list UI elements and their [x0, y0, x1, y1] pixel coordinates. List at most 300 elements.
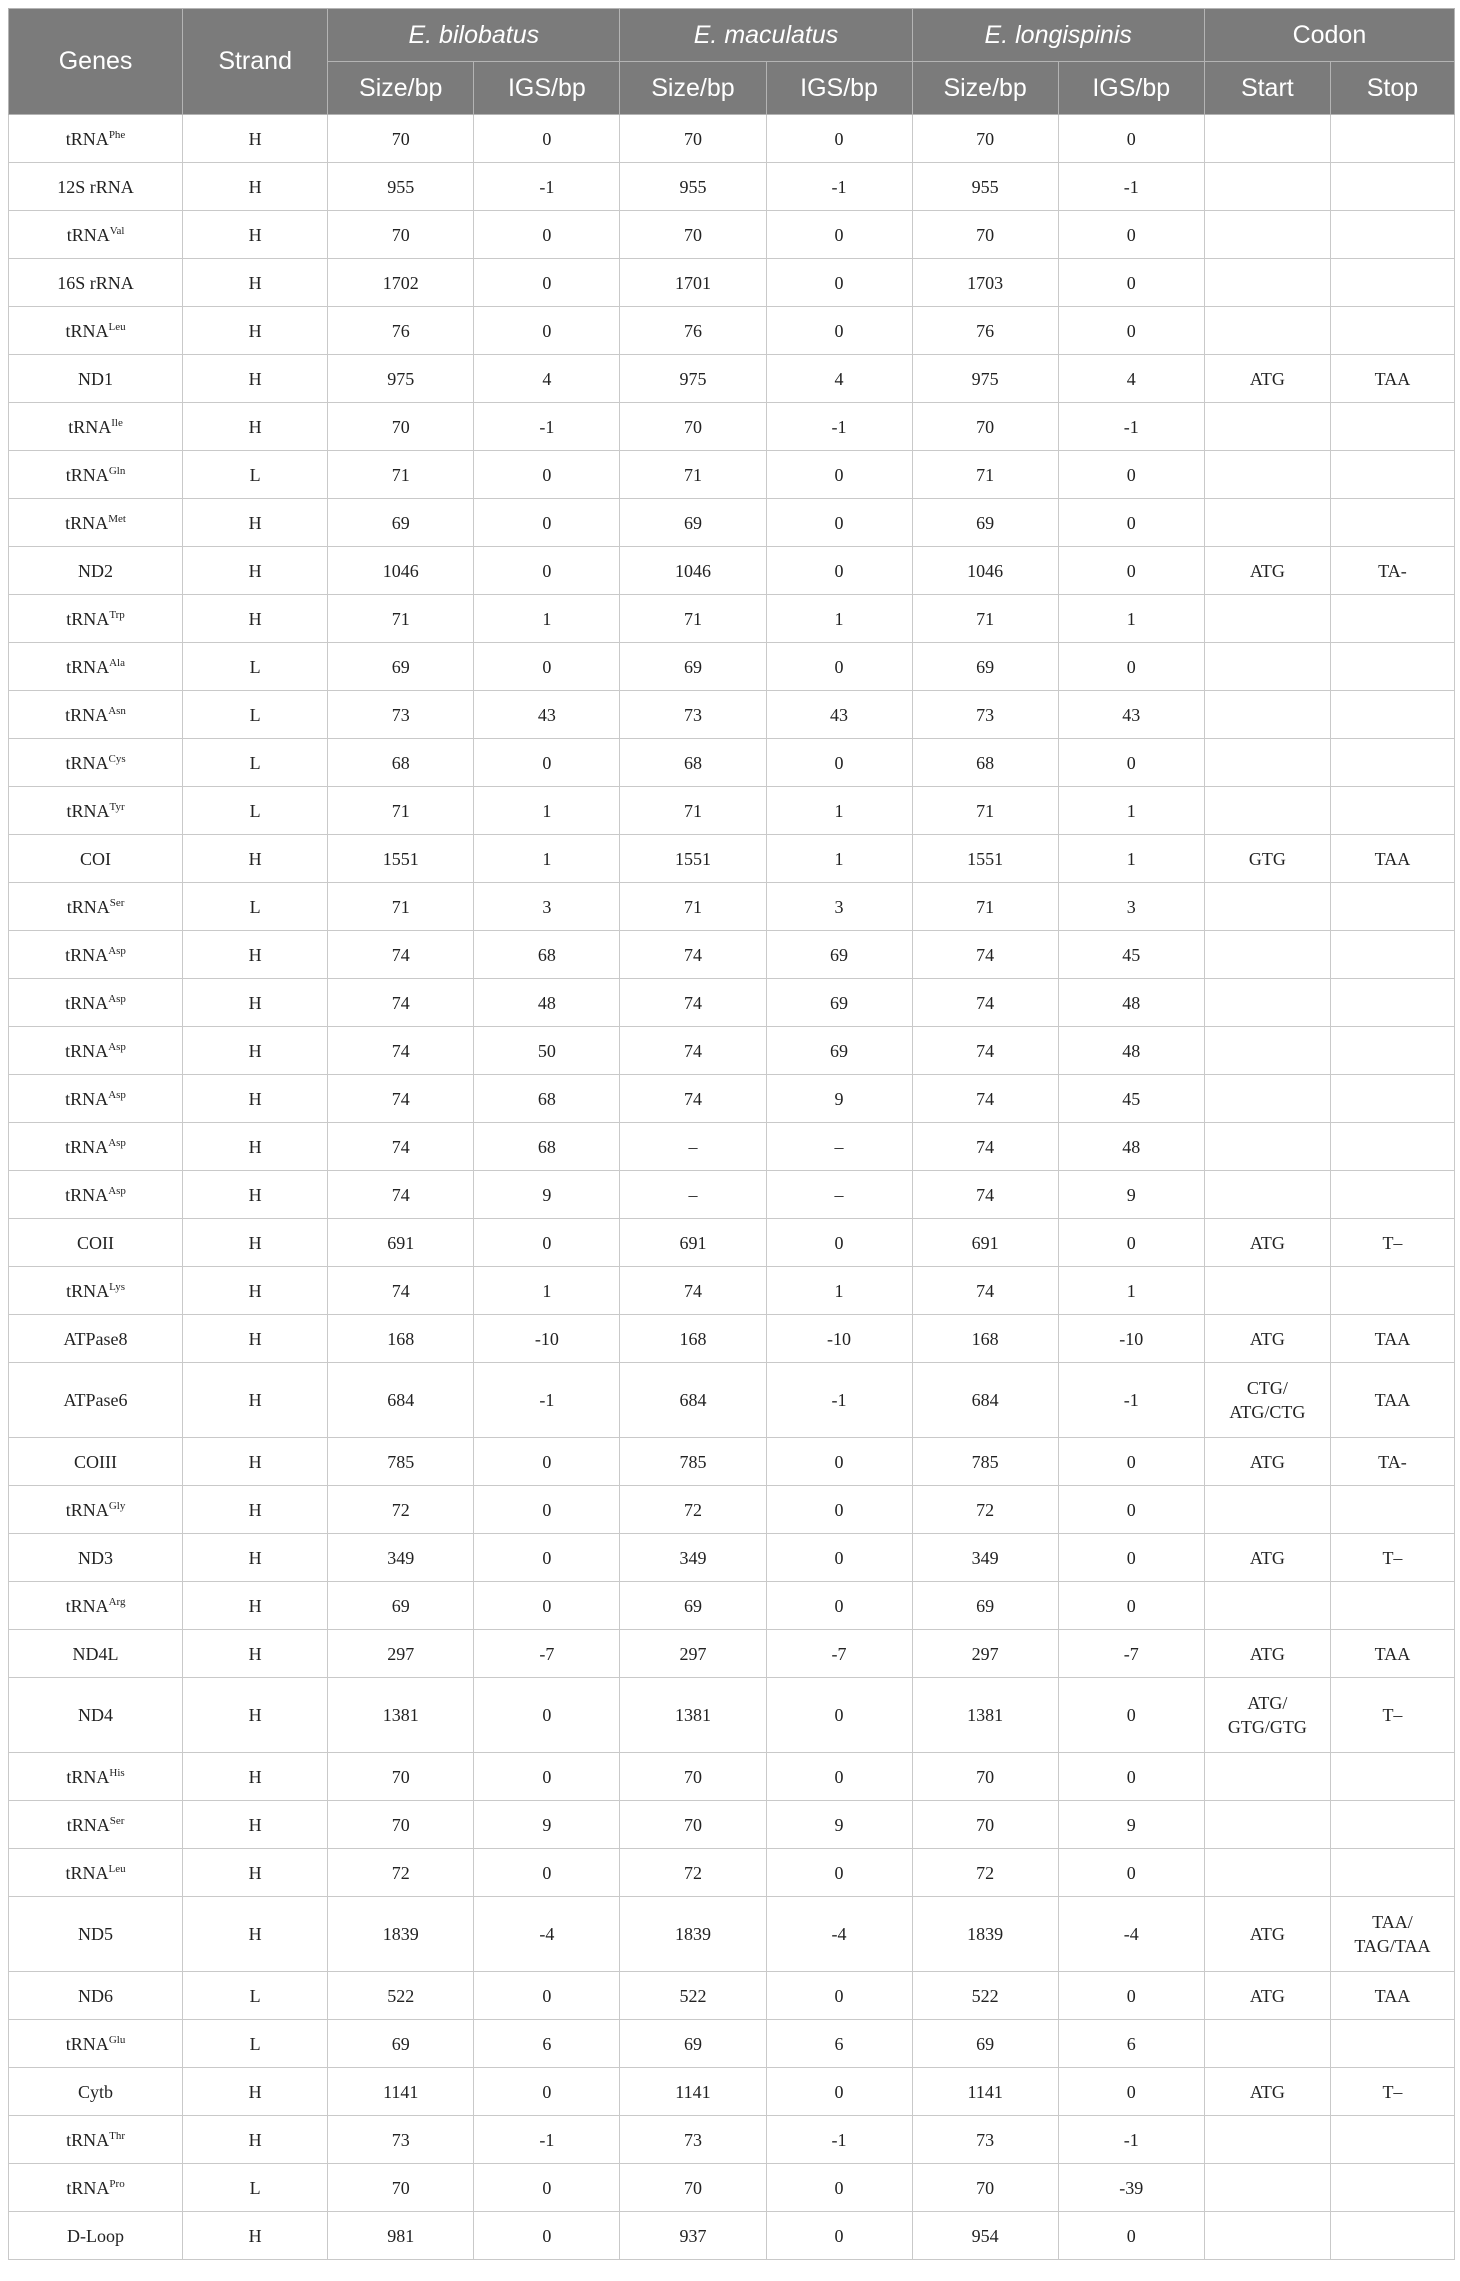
size-maculatus-cell: 70	[620, 115, 766, 163]
gene-name: tRNA	[66, 656, 110, 677]
igs-bilobatus-cell: 0	[474, 259, 620, 307]
size-bilobatus-cell: 71	[328, 451, 474, 499]
amino-acid-superscript: Val	[109, 224, 125, 237]
size-maculatus-cell: 74	[620, 1027, 766, 1075]
gene-name: ND1	[78, 368, 114, 389]
size-longispinis-cell: 785	[912, 1438, 1058, 1486]
amino-acid-superscript: Ser	[109, 1814, 125, 1827]
igs-longispinis-cell: 0	[1058, 1972, 1204, 2020]
size-longispinis-cell: 1551	[912, 835, 1058, 883]
size-bilobatus-cell: 297	[328, 1630, 474, 1678]
igs-bilobatus-cell: 50	[474, 1027, 620, 1075]
strand-cell: H	[183, 547, 328, 595]
size-longispinis-cell: 70	[912, 211, 1058, 259]
stop-codon-cell	[1330, 691, 1454, 739]
size-longispinis-cell: 76	[912, 307, 1058, 355]
size-bilobatus-cell: 981	[328, 2212, 474, 2260]
size-maculatus-cell: 73	[620, 2116, 766, 2164]
igs-bilobatus-cell: 0	[474, 739, 620, 787]
size-longispinis-cell: 74	[912, 979, 1058, 1027]
size-bilobatus-cell: 1141	[328, 2068, 474, 2116]
size-bilobatus-cell: 1381	[328, 1678, 474, 1753]
igs-bilobatus-cell: 0	[474, 1972, 620, 2020]
table-row	[9, 2116, 1455, 2164]
start-codon-cell	[1204, 1801, 1330, 1849]
start-codon-cell	[1204, 163, 1330, 211]
header-size: Size/bp	[328, 62, 474, 115]
igs-longispinis-cell: 0	[1058, 1486, 1204, 1534]
size-maculatus-cell: 785	[620, 1438, 766, 1486]
gene-name: COII	[77, 1232, 115, 1253]
igs-longispinis-cell: 0	[1058, 1753, 1204, 1801]
gene-cell	[9, 2212, 183, 2260]
size-longispinis-cell: 71	[912, 595, 1058, 643]
stop-codon-cell	[1330, 451, 1454, 499]
size-longispinis-cell: 70	[912, 1801, 1058, 1849]
strand-cell: L	[183, 883, 328, 931]
strand-cell: H	[183, 1363, 328, 1438]
start-codon-cell	[1204, 1027, 1330, 1075]
gene-cell	[9, 499, 183, 547]
gene-cell	[9, 1027, 183, 1075]
igs-bilobatus-cell: 68	[474, 1075, 620, 1123]
start-codon-cell	[1204, 499, 1330, 547]
start-codon-cell	[1204, 1753, 1330, 1801]
size-longispinis-cell: 72	[912, 1486, 1058, 1534]
size-longispinis-cell: 74	[912, 1123, 1058, 1171]
table-row	[9, 1123, 1455, 1171]
table-row	[9, 451, 1455, 499]
start-codon-cell: ATG	[1204, 1972, 1330, 2020]
igs-longispinis-cell: 0	[1058, 2212, 1204, 2260]
size-longispinis-cell: 71	[912, 451, 1058, 499]
table-row	[9, 1897, 1455, 1972]
amino-acid-superscript: Ala	[109, 656, 125, 669]
strand-cell: H	[183, 1849, 328, 1897]
stop-codon-cell	[1330, 2020, 1454, 2068]
start-codon-cell	[1204, 259, 1330, 307]
gene-cell	[9, 1630, 183, 1678]
igs-maculatus-cell: 1	[766, 787, 912, 835]
size-maculatus-cell: 71	[620, 883, 766, 931]
start-codon-cell: ATG	[1204, 1315, 1330, 1363]
igs-maculatus-cell: -7	[766, 1630, 912, 1678]
igs-longispinis-cell: -7	[1058, 1630, 1204, 1678]
gene-cell	[9, 1678, 183, 1753]
gene-cell	[9, 307, 183, 355]
igs-maculatus-cell: 69	[766, 931, 912, 979]
gene-name: ND5	[78, 1924, 114, 1944]
igs-maculatus-cell: -1	[766, 1363, 912, 1438]
size-bilobatus-cell: 1702	[328, 259, 474, 307]
strand-cell: H	[183, 1582, 328, 1630]
start-codon-cell: ATG/ GTG/GTG	[1204, 1678, 1330, 1753]
igs-bilobatus-cell: 0	[474, 1438, 620, 1486]
size-maculatus-cell: 70	[620, 2164, 766, 2212]
table-row	[9, 979, 1455, 1027]
igs-bilobatus-cell: 0	[474, 499, 620, 547]
size-longispinis-cell: 975	[912, 355, 1058, 403]
start-codon-cell	[1204, 595, 1330, 643]
size-bilobatus-cell: 74	[328, 931, 474, 979]
size-maculatus-cell: 74	[620, 1267, 766, 1315]
gene-cell	[9, 451, 183, 499]
size-longispinis-cell: 1381	[912, 1678, 1058, 1753]
amino-acid-superscript: Gly	[108, 1499, 126, 1512]
start-codon-cell: ATG	[1204, 1219, 1330, 1267]
strand-cell: L	[183, 787, 328, 835]
igs-maculatus-cell: 0	[766, 1849, 912, 1897]
igs-bilobatus-cell: 0	[474, 2068, 620, 2116]
gene-name: ATPase8	[63, 1328, 128, 1349]
size-maculatus-cell: 69	[620, 499, 766, 547]
igs-bilobatus-cell: 0	[474, 451, 620, 499]
gene-name: tRNA	[65, 704, 109, 725]
igs-longispinis-cell: -1	[1058, 163, 1204, 211]
table-row	[9, 1801, 1455, 1849]
igs-maculatus-cell: 0	[766, 1219, 912, 1267]
gene-cell	[9, 547, 183, 595]
size-bilobatus-cell: 74	[328, 1267, 474, 1315]
gene-cell	[9, 1753, 183, 1801]
gene-name: tRNA	[65, 992, 109, 1013]
amino-acid-superscript: Phe	[108, 128, 126, 141]
size-bilobatus-cell: 72	[328, 1849, 474, 1897]
gene-name: ATPase6	[63, 1390, 128, 1410]
igs-maculatus-cell: 0	[766, 1438, 912, 1486]
igs-maculatus-cell: 4	[766, 355, 912, 403]
stop-codon-cell	[1330, 979, 1454, 1027]
stop-codon-cell	[1330, 163, 1454, 211]
table-row	[9, 2212, 1455, 2260]
igs-longispinis-cell: -1	[1058, 2116, 1204, 2164]
size-bilobatus-cell: 71	[328, 883, 474, 931]
size-bilobatus-cell: 955	[328, 163, 474, 211]
strand-cell: H	[183, 2212, 328, 2260]
strand-cell: H	[183, 931, 328, 979]
gene-name: Cytb	[78, 2081, 114, 2102]
gene-cell	[9, 259, 183, 307]
igs-bilobatus-cell: 0	[474, 307, 620, 355]
size-maculatus-cell: 69	[620, 643, 766, 691]
size-bilobatus-cell: 74	[328, 979, 474, 1027]
gene-name: tRNA	[65, 1136, 109, 1157]
strand-cell: H	[183, 1534, 328, 1582]
gene-cell	[9, 1972, 183, 2020]
igs-longispinis-cell: 0	[1058, 1582, 1204, 1630]
stop-codon-cell: TAA	[1330, 835, 1454, 883]
size-longispinis-cell: 349	[912, 1534, 1058, 1582]
igs-longispinis-cell: 0	[1058, 2068, 1204, 2116]
size-longispinis-cell: 1703	[912, 259, 1058, 307]
size-longispinis-cell: 70	[912, 1753, 1058, 1801]
stop-codon-cell: TAA	[1330, 1630, 1454, 1678]
strand-cell: H	[183, 595, 328, 643]
size-longispinis-cell: 684	[912, 1363, 1058, 1438]
size-bilobatus-cell: 69	[328, 499, 474, 547]
gene-cell	[9, 1582, 183, 1630]
igs-longispinis-cell: 0	[1058, 451, 1204, 499]
size-bilobatus-cell: 1551	[328, 835, 474, 883]
size-maculatus-cell: 70	[620, 1753, 766, 1801]
size-maculatus-cell: 684	[620, 1363, 766, 1438]
strand-cell: H	[183, 1438, 328, 1486]
igs-bilobatus-cell: 6	[474, 2020, 620, 2068]
size-bilobatus-cell: 70	[328, 2164, 474, 2212]
start-codon-cell: ATG	[1204, 1897, 1330, 1972]
amino-acid-superscript: Gln	[108, 464, 126, 477]
igs-bilobatus-cell: 0	[474, 211, 620, 259]
table-row	[9, 1438, 1455, 1486]
gene-name: tRNA	[66, 800, 110, 821]
igs-maculatus-cell: 0	[766, 259, 912, 307]
gene-name: tRNA	[65, 512, 109, 533]
amino-acid-superscript: Asp	[108, 944, 126, 957]
size-longispinis-cell: 73	[912, 691, 1058, 739]
size-bilobatus-cell: 74	[328, 1123, 474, 1171]
size-maculatus-cell: 297	[620, 1630, 766, 1678]
amino-acid-superscript: Leu	[108, 1862, 126, 1875]
size-maculatus-cell: 76	[620, 307, 766, 355]
start-codon-cell: ATG	[1204, 1534, 1330, 1582]
igs-maculatus-cell: -10	[766, 1315, 912, 1363]
igs-longispinis-cell: 0	[1058, 1438, 1204, 1486]
stop-codon-cell	[1330, 1753, 1454, 1801]
igs-bilobatus-cell: 48	[474, 979, 620, 1027]
gene-name: tRNA	[66, 1766, 110, 1787]
amino-acid-superscript: Cys	[108, 752, 126, 765]
igs-bilobatus-cell: 1	[474, 595, 620, 643]
gene-cell	[9, 2116, 183, 2164]
size-bilobatus-cell: 70	[328, 403, 474, 451]
size-maculatus-cell: 1046	[620, 547, 766, 595]
igs-maculatus-cell: 9	[766, 1075, 912, 1123]
igs-maculatus-cell: 0	[766, 1486, 912, 1534]
stop-codon-cell: T–	[1330, 1678, 1454, 1753]
size-bilobatus-cell: 522	[328, 1972, 474, 2020]
igs-longispinis-cell: -1	[1058, 403, 1204, 451]
size-longispinis-cell: 69	[912, 1582, 1058, 1630]
size-bilobatus-cell: 71	[328, 787, 474, 835]
gene-name: tRNA	[65, 752, 109, 773]
igs-longispinis-cell: 43	[1058, 691, 1204, 739]
gene-cell	[9, 1534, 183, 1582]
size-longispinis-cell: 954	[912, 2212, 1058, 2260]
igs-maculatus-cell: -1	[766, 403, 912, 451]
gene-cell	[9, 1849, 183, 1897]
igs-bilobatus-cell: 68	[474, 931, 620, 979]
size-longispinis-cell: 1839	[912, 1897, 1058, 1972]
size-maculatus-cell: 937	[620, 2212, 766, 2260]
size-maculatus-cell: 70	[620, 1801, 766, 1849]
stop-codon-cell	[1330, 931, 1454, 979]
igs-maculatus-cell: 0	[766, 115, 912, 163]
size-bilobatus-cell: 73	[328, 691, 474, 739]
igs-maculatus-cell: 0	[766, 211, 912, 259]
start-codon-cell	[1204, 115, 1330, 163]
amino-acid-superscript: Asp	[108, 1136, 126, 1149]
stop-codon-cell: TAA/ TAG/TAA	[1330, 1897, 1454, 1972]
size-longispinis-cell: 73	[912, 2116, 1058, 2164]
gene-name: COI	[80, 848, 112, 869]
gene-name: ND6	[78, 1985, 114, 2006]
start-codon-cell	[1204, 739, 1330, 787]
stop-codon-cell: TA-	[1330, 1438, 1454, 1486]
size-longispinis-cell: 522	[912, 1972, 1058, 2020]
igs-bilobatus-cell: 0	[474, 1219, 620, 1267]
gene-name: ND4L	[72, 1643, 119, 1664]
size-maculatus-cell: 1701	[620, 259, 766, 307]
strand-cell: H	[183, 355, 328, 403]
size-longispinis-cell: 68	[912, 739, 1058, 787]
start-codon-cell	[1204, 2020, 1330, 2068]
size-bilobatus-cell: 70	[328, 1801, 474, 1849]
start-codon-cell	[1204, 1075, 1330, 1123]
size-longispinis-cell: 71	[912, 883, 1058, 931]
strand-cell: L	[183, 643, 328, 691]
strand-cell: H	[183, 1267, 328, 1315]
table-row	[9, 1171, 1455, 1219]
start-codon-cell	[1204, 1171, 1330, 1219]
stop-codon-cell	[1330, 1075, 1454, 1123]
start-codon-cell	[1204, 1582, 1330, 1630]
size-bilobatus-cell: 69	[328, 643, 474, 691]
amino-acid-superscript: Tyr	[109, 800, 125, 813]
table-row	[9, 1582, 1455, 1630]
igs-bilobatus-cell: -1	[474, 403, 620, 451]
gene-name: tRNA	[68, 416, 112, 437]
strand-cell: H	[183, 1753, 328, 1801]
igs-bilobatus-cell: 4	[474, 355, 620, 403]
igs-bilobatus-cell: 1	[474, 835, 620, 883]
size-maculatus-cell: 955	[620, 163, 766, 211]
igs-bilobatus-cell: 0	[474, 1582, 620, 1630]
gene-cell	[9, 2020, 183, 2068]
gene-name: ND4	[78, 1705, 114, 1725]
igs-maculatus-cell: 0	[766, 499, 912, 547]
table-row	[9, 2164, 1455, 2212]
strand-cell: H	[183, 1123, 328, 1171]
igs-longispinis-cell: -1	[1058, 1363, 1204, 1438]
start-codon-cell	[1204, 2212, 1330, 2260]
size-maculatus-cell: 1381	[620, 1678, 766, 1753]
amino-acid-superscript: Leu	[108, 320, 126, 333]
strand-cell: H	[183, 1630, 328, 1678]
igs-maculatus-cell: 1	[766, 835, 912, 883]
gene-cell	[9, 211, 183, 259]
stop-codon-cell	[1330, 1486, 1454, 1534]
size-bilobatus-cell: 1839	[328, 1897, 474, 1972]
igs-maculatus-cell: 1	[766, 1267, 912, 1315]
stop-codon-cell	[1330, 403, 1454, 451]
stop-codon-cell: T–	[1330, 1534, 1454, 1582]
strand-cell: H	[183, 1486, 328, 1534]
amino-acid-superscript: His	[109, 1766, 125, 1779]
start-codon-cell	[1204, 451, 1330, 499]
igs-longispinis-cell: -4	[1058, 1897, 1204, 1972]
igs-bilobatus-cell: 0	[474, 1486, 620, 1534]
gene-cell	[9, 1897, 183, 1972]
igs-longispinis-cell: 48	[1058, 979, 1204, 1027]
strand-cell: H	[183, 1315, 328, 1363]
size-longispinis-cell: 70	[912, 403, 1058, 451]
stop-codon-cell: TAA	[1330, 1363, 1454, 1438]
strand-cell: L	[183, 739, 328, 787]
table-row	[9, 1753, 1455, 1801]
igs-maculatus-cell: 9	[766, 1801, 912, 1849]
igs-maculatus-cell: 43	[766, 691, 912, 739]
igs-maculatus-cell: -1	[766, 2116, 912, 2164]
gene-name: tRNA	[66, 224, 110, 245]
igs-longispinis-cell: 0	[1058, 211, 1204, 259]
amino-acid-superscript: Trp	[109, 608, 125, 621]
table-row	[9, 499, 1455, 547]
igs-longispinis-cell: 0	[1058, 499, 1204, 547]
start-codon-cell	[1204, 403, 1330, 451]
start-codon-cell	[1204, 979, 1330, 1027]
amino-acid-superscript: Lys	[109, 1280, 126, 1293]
size-bilobatus-cell: 684	[328, 1363, 474, 1438]
table-row	[9, 355, 1455, 403]
size-bilobatus-cell: 69	[328, 1582, 474, 1630]
table-row	[9, 883, 1455, 931]
igs-bilobatus-cell: 68	[474, 1123, 620, 1171]
strand-cell: H	[183, 1027, 328, 1075]
gene-name: 16S rRNA	[57, 272, 134, 293]
stop-codon-cell	[1330, 1849, 1454, 1897]
igs-bilobatus-cell: 0	[474, 643, 620, 691]
gene-name: tRNA	[66, 608, 110, 629]
igs-longispinis-cell: 9	[1058, 1171, 1204, 1219]
stop-codon-cell	[1330, 1123, 1454, 1171]
strand-cell: H	[183, 163, 328, 211]
amino-acid-superscript: Thr	[109, 2129, 125, 2142]
igs-bilobatus-cell: 0	[474, 2212, 620, 2260]
igs-bilobatus-cell: 1	[474, 787, 620, 835]
gene-cell	[9, 691, 183, 739]
size-bilobatus-cell: 74	[328, 1075, 474, 1123]
size-bilobatus-cell: 349	[328, 1534, 474, 1582]
size-maculatus-cell: 522	[620, 1972, 766, 2020]
igs-longispinis-cell: 0	[1058, 1534, 1204, 1582]
igs-maculatus-cell: 0	[766, 307, 912, 355]
gene-cell	[9, 1315, 183, 1363]
size-maculatus-cell: 72	[620, 1849, 766, 1897]
table-row	[9, 643, 1455, 691]
strand-cell: H	[183, 1075, 328, 1123]
igs-maculatus-cell: 0	[766, 451, 912, 499]
igs-bilobatus-cell: -10	[474, 1315, 620, 1363]
strand-cell: H	[183, 259, 328, 307]
size-bilobatus-cell: 975	[328, 355, 474, 403]
gene-name: tRNA	[65, 320, 109, 341]
igs-longispinis-cell: 0	[1058, 739, 1204, 787]
header-species-longispinis: E. longispinis	[912, 9, 1204, 62]
strand-cell: H	[183, 1219, 328, 1267]
size-bilobatus-cell: 691	[328, 1219, 474, 1267]
size-bilobatus-cell: 76	[328, 307, 474, 355]
igs-longispinis-cell: 3	[1058, 883, 1204, 931]
gene-name: D-Loop	[67, 2225, 125, 2246]
igs-maculatus-cell: 0	[766, 1972, 912, 2020]
strand-cell: H	[183, 403, 328, 451]
size-maculatus-cell: 72	[620, 1486, 766, 1534]
size-maculatus-cell: 70	[620, 211, 766, 259]
igs-longispinis-cell: -10	[1058, 1315, 1204, 1363]
size-longispinis-cell: 69	[912, 499, 1058, 547]
size-longispinis-cell: 71	[912, 787, 1058, 835]
igs-longispinis-cell: 1	[1058, 787, 1204, 835]
